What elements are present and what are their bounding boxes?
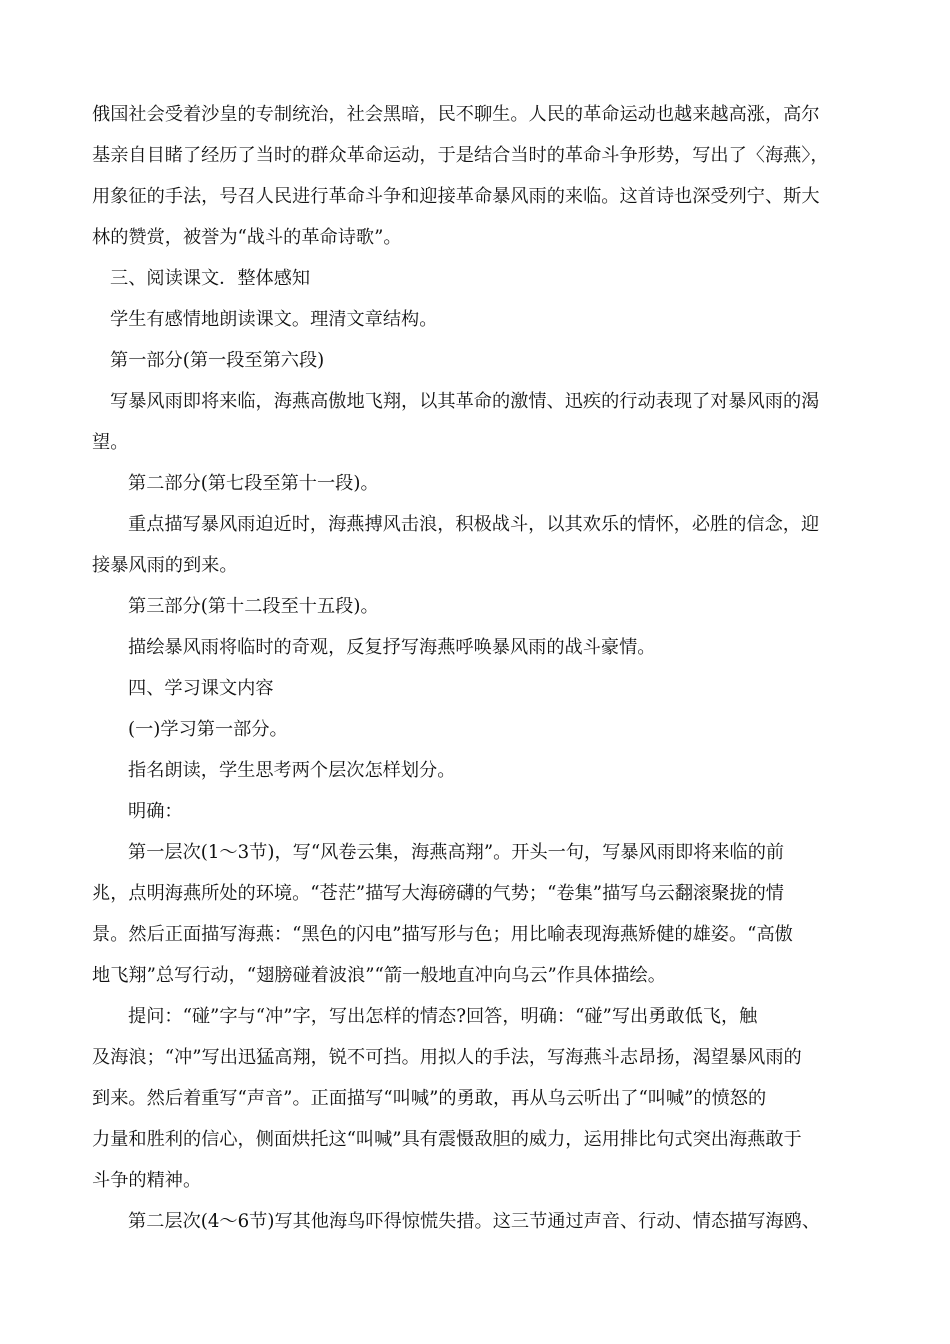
text-line: 俄国社会受着沙皇的专制统治，社会黑暗，民不聊生。人民的革命运动也越来越高涨，高尔	[92, 104, 820, 125]
document-body	[92, 94, 868, 1242]
document-page	[92, 94, 868, 1242]
text-line: 基亲自目睹了经历了当时的群众革命运动，于是结合当时的革命斗争形势，写出了〈海燕〉，	[92, 145, 829, 166]
text-line: 第三部分(第十二段至十五段)。	[128, 596, 379, 617]
text-line: 林的赞赏，被誉为“战斗的革命诗歌”。	[92, 227, 402, 248]
text-line: 地飞翔”总写行动，“翅膀碰着波浪”“箭一般地直冲向乌云”作具体描绘。	[92, 965, 666, 986]
text-line: 望。	[92, 432, 129, 453]
text-line: 指名朗读，学生思考两个层次怎样划分。	[128, 760, 456, 781]
text-line: 到来。然后着重写“声音”。正面描写“叫喊”的勇敢，再从乌云听出了“叫喊”的愤怒的	[92, 1088, 767, 1109]
text-line: 第一部分(第一段至第六段)	[110, 350, 325, 371]
text-line: 第二部分(第七段至第十一段)。	[128, 473, 379, 494]
text-line: 重点描写暴风雨迫近时，海燕搏风击浪，积极战斗，以其欢乐的情怀，必胜的信念，迎	[128, 514, 820, 535]
text-line: 第二层次(4～6节)写其他海鸟吓得惊慌失措。这三节通过声音、行动、情态描写海鸥、	[128, 1211, 821, 1232]
text-line: 斗争的精神。	[92, 1170, 202, 1191]
text-line: 景。然后正面描写海燕：“黑色的闪电”描写形与色；用比喻表现海燕矫健的雄姿。“高傲	[92, 924, 793, 945]
text-line: 用象征的手法，号召人民进行革命斗争和迎接革命暴风雨的来临。这首诗也深受列宁、斯大	[92, 186, 820, 207]
text-line: 写暴风雨即将来临，海燕高傲地飞翔，以其革命的激情、迅疾的行动表现了对暴风雨的渴	[110, 391, 820, 412]
text-line: 明确：	[128, 801, 183, 822]
text-line: 及海浪；“冲”写出迅猛高翔，锐不可挡。用拟人的手法，写海燕斗志昂扬，渴望暴风雨的	[92, 1047, 802, 1068]
text-line: 提问：“碰”字与“冲”字，写出怎样的情态?回答，明确：“碰”写出勇敢低飞，触	[128, 1006, 758, 1027]
text-line: 三、阅读课文．整体感知	[110, 268, 311, 289]
text-line: 接暴风雨的到来。	[92, 555, 238, 576]
text-line: 第一层次(1～3节)，写“风卷云集，海燕高翔”。开头一句，写暴风雨即将来临的前	[128, 842, 785, 863]
text-line: 四、学习课文内容	[128, 678, 274, 699]
text-line: 力量和胜利的信心，侧面烘托这“叫喊”具有震慑敌胆的威力，运用排比句式突出海燕敢于	[92, 1129, 802, 1150]
text-line: 兆，点明海燕所处的环境。“苍茫”描写大海磅礴的气势；“卷集”描写乌云翻滚聚拢的情	[92, 883, 784, 904]
text-line: (一)学习第一部分。	[128, 719, 288, 740]
text-line: 描绘暴风雨将临时的奇观，反复抒写海燕呼唤暴风雨的战斗豪情。	[128, 637, 656, 658]
text-line: 学生有感情地朗读课文。理清文章结构。	[110, 309, 438, 330]
